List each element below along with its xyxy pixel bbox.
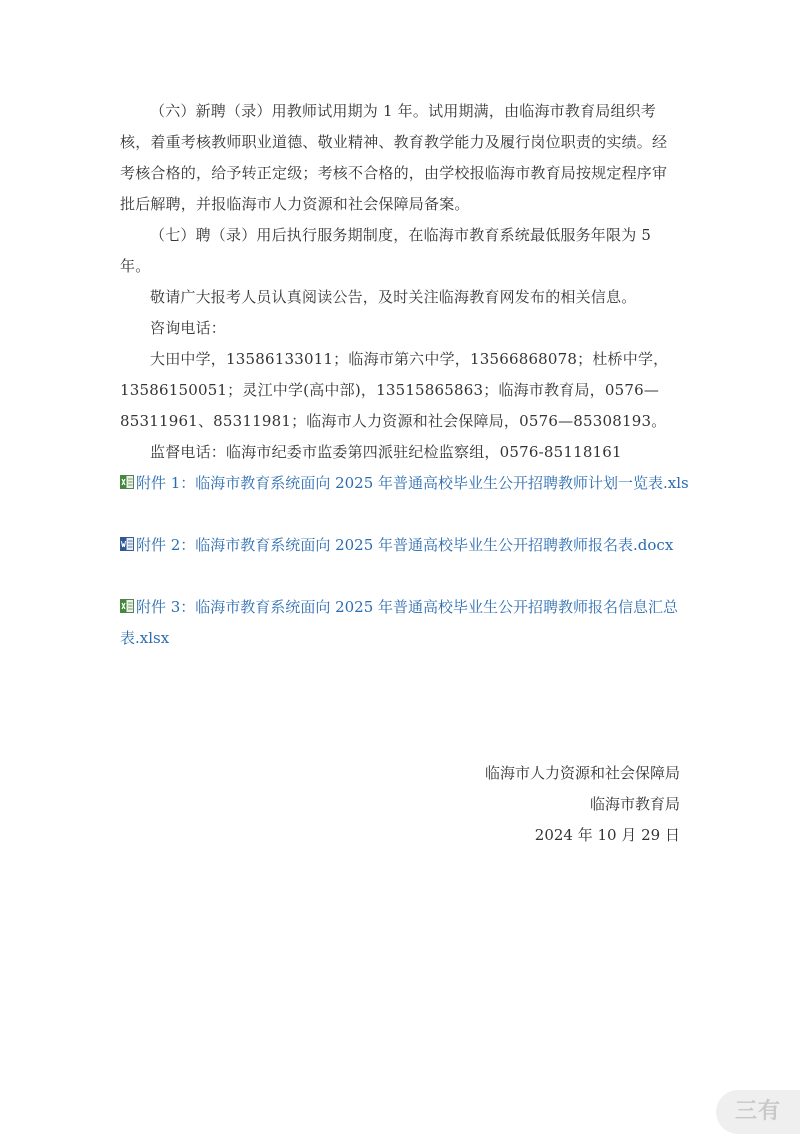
attachment-2-link[interactable] — [120, 530, 690, 561]
supervise-phone: 监督电话：临海市纪委市监委第四派驻纪检监察组，0576-85118161 — [150, 443, 622, 461]
attachment-1-link[interactable] — [120, 468, 690, 499]
excel-file-icon — [120, 475, 134, 489]
attachment-1-label: 附件 1：临海市教育系统面向 2025 年普通高校毕业生公开招聘教师计划一览表.xls — [136, 474, 689, 492]
paragraph-notice: 敬请广大报考人员认真阅读公告，及时关注临海教育网发布的相关信息。 — [150, 288, 637, 306]
signature-org-hr-bureau: 临海市人力资源和社会保障局 — [484, 764, 680, 782]
consult-label: 咨询电话： — [150, 319, 227, 337]
watermark-logo: 三有 — [716, 1090, 800, 1134]
signature-date: 2024 年 10 月 29 日 — [534, 826, 680, 844]
paragraph-service-period: （七）聘（录）用后执行服务期制度，在临海市教育系统最低服务年限为 5 年。 — [120, 226, 652, 275]
attachment-3-link[interactable] — [120, 592, 690, 654]
excel-file-icon — [120, 599, 134, 613]
attachment-3-label: 附件 3：临海市教育系统面向 2025 年普通高校毕业生公开招聘教师报名信息汇总表.xlsx — [120, 598, 679, 647]
attachment-2-label: 附件 2：临海市教育系统面向 2025 年普通高校毕业生公开招聘教师报名表.docx — [136, 536, 674, 554]
consult-phone-numbers: 大田中学，13586133011；临海市第六中学，13566868078；杜桥中学，13586150051；灵江中学(高中部)，13515865863；临海市教育局，0576—85311961、85311981；临海市人力资源和社会保障局，0576—85308193。 — [120, 350, 669, 430]
signature-org-education-bureau: 临海市教育局 — [589, 795, 680, 813]
word-file-icon — [120, 537, 134, 551]
paragraph-probation: （六）新聘（录）用教师试用期为 1 年。试用期满，由临海市教育局组织考核，着重考核教师职业道德、敬业精神、教育教学能力及履行岗位职责的实绩。经考核合格的，给予转正定级；考核不合格的，由学校报临海市教育局按规定程序审批后解聘，并报临海市人力资源和社会保障局备案。 — [120, 102, 668, 213]
